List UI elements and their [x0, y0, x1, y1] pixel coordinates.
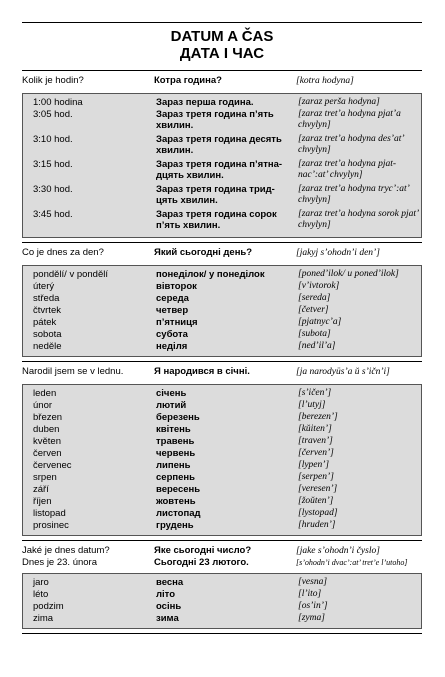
vocab-ukrainian: травень [156, 436, 195, 447]
vocabulary-row [23, 317, 421, 329]
vocabulary-row [23, 184, 421, 209]
vocab-czech: pátek [33, 317, 57, 328]
vocab-ukrainian: жовтень [156, 496, 196, 507]
vocab-transcription: [l’utyj] [298, 400, 326, 410]
vocabulary-row [23, 424, 421, 436]
vocab-czech: 3:05 hod. [33, 109, 73, 120]
vocab-ukrainian: четвер [156, 305, 189, 316]
vocab-transcription: [hruden’] [298, 520, 336, 530]
vocab-transcription: [zaraz tret’a hodyna sorok pjat’ chvylyn] [298, 209, 419, 230]
vocab-ukrainian: вересень [156, 484, 201, 495]
vocabulary-box [22, 384, 422, 536]
vocab-ukrainian: січень [156, 388, 187, 399]
vocab-ukrainian: літо [156, 589, 176, 600]
vocab-czech: červen [33, 448, 62, 459]
vocab-czech: 1:00 hodina [33, 97, 83, 108]
vocab-ukrainian: лютий [156, 400, 187, 411]
vocab-czech: pondělí/ v pondělí [33, 269, 109, 280]
vocab-transcription: [veresen’] [298, 484, 338, 494]
question-transcription: [kotra hodyna] [296, 76, 354, 86]
vocabulary-row [23, 281, 421, 293]
question-transcription: [ja narodyüs’a ŭ s’ičn’i] [296, 367, 390, 377]
question-czech: Narodil jsem se v lednu. [22, 366, 124, 377]
vocabulary-row [23, 589, 421, 601]
question-row [22, 545, 422, 573]
vocab-czech: květen [33, 436, 61, 447]
vocab-ukrainian: березень [156, 412, 200, 423]
vocabulary-row [23, 508, 421, 520]
phrase-sections [22, 71, 422, 634]
vocab-ukrainian: Зараз третя година сорок п’ять хвилин. [156, 209, 277, 231]
answer-czech: Dnes je 23. února [22, 557, 97, 568]
vocab-ukrainian: осінь [156, 601, 182, 612]
question-block [22, 71, 422, 93]
vocabulary-row [23, 400, 421, 412]
vocab-czech: prosinec [33, 520, 69, 531]
vocab-czech: srpen [33, 472, 57, 483]
vocabulary-row [23, 577, 421, 589]
vocab-ukrainian: Зараз третя година трид-цять хвилин. [156, 184, 275, 206]
vocabulary-row [23, 209, 421, 234]
question-ukrainian: Яке сьогодні число? [154, 545, 252, 556]
vocabulary-row [23, 159, 421, 184]
vocab-transcription: [traven’] [298, 436, 333, 446]
question-ukrainian: Котра година? [154, 75, 222, 86]
vocab-ukrainian: субота [156, 329, 188, 340]
vocab-ukrainian: листопад [156, 508, 201, 519]
vocab-transcription: [vesna] [298, 577, 328, 587]
vocab-transcription: [zyma] [298, 613, 325, 623]
vocab-czech: 3:15 hod. [33, 159, 73, 170]
vocab-transcription: [lystopad] [298, 508, 338, 518]
vocabulary-row [23, 341, 421, 353]
vocabulary-row [23, 329, 421, 341]
question-block [22, 362, 422, 384]
vocab-ukrainian: вівторок [156, 281, 197, 292]
vocab-czech: čtvrtek [33, 305, 61, 316]
vocab-transcription: [četver] [298, 305, 329, 315]
vocab-transcription: [žoŭten’] [298, 496, 334, 506]
vocab-czech: červenec [33, 460, 72, 471]
question-row [22, 75, 422, 93]
vocab-transcription: [zaraz tret’a hodyna tryc’:at’ chvylyn] [298, 184, 409, 205]
document-page [22, 22, 422, 634]
vocab-czech: úterý [33, 281, 55, 292]
vocab-ukrainian: грудень [156, 520, 194, 531]
vocab-ukrainian: зима [156, 613, 179, 624]
vocab-ukrainian: неділя [156, 341, 188, 352]
question-czech: Jaké je dnes datum? [22, 545, 110, 556]
question-block [22, 243, 422, 265]
title-line-czech: DATUM A ČAS [170, 28, 274, 45]
vocab-czech: březen [33, 412, 63, 423]
vocab-czech: leden [33, 388, 57, 399]
page-title [22, 23, 422, 62]
vocab-czech: léto [33, 589, 49, 600]
vocab-ukrainian: п’ятниця [156, 317, 198, 328]
vocab-transcription: [lypen’] [298, 460, 330, 470]
vocab-ukrainian: червень [156, 448, 196, 459]
title-line-ukrainian: ДАТА І ЧАС [179, 45, 265, 62]
vocab-czech: září [33, 484, 49, 495]
vocabulary-row [23, 388, 421, 400]
vocab-transcription: [červen’] [298, 448, 334, 458]
vocabulary-row [23, 520, 421, 532]
question-ukrainian: Який сьогодні день? [154, 247, 253, 258]
vocab-transcription: [kŭiten’] [298, 424, 332, 434]
question-czech: Kolik je hodin? [22, 75, 84, 86]
vocabulary-row [23, 436, 421, 448]
question-row [22, 366, 422, 384]
question-block [22, 541, 422, 573]
answer-ukrainian: Сьогодні 23 лютого. [154, 557, 249, 568]
vocabulary-row [23, 97, 421, 109]
vocabulary-row [23, 460, 421, 472]
vocab-transcription: [l’ito] [298, 589, 322, 599]
vocabulary-box [22, 93, 422, 238]
vocabulary-row [23, 613, 421, 625]
vocab-transcription: [zaraz tret’a hodyna pjat’a chvylyn] [298, 109, 401, 130]
vocab-czech: zima [33, 613, 54, 624]
vocabulary-row [23, 305, 421, 317]
vocabulary-row [23, 484, 421, 496]
vocab-ukrainian: Зараз третя година п’ять хвилин. [156, 109, 274, 131]
vocabulary-row [23, 412, 421, 424]
vocabulary-row [23, 109, 421, 134]
question-czech: Co je dnes za den? [22, 247, 104, 258]
vocab-transcription: [v’ivtorok] [298, 281, 340, 291]
vocabulary-box [22, 573, 422, 629]
vocab-ukrainian: Зараз третя година десять хвилин. [156, 134, 282, 156]
vocab-transcription: [poned’ilok/ u poned’ilok] [298, 269, 399, 279]
vocab-transcription: [berezen’] [298, 412, 338, 422]
vocab-czech: říjen [33, 496, 52, 507]
vocabulary-row [23, 496, 421, 508]
vocab-ukrainian: Зараз перша година. [156, 97, 254, 108]
vocab-czech: 3:30 hod. [33, 184, 73, 195]
question-transcription: [jakyj s’ohodn’i den’] [296, 248, 380, 258]
vocab-czech: duben [33, 424, 60, 435]
vocab-transcription: [os’in’] [298, 601, 328, 611]
vocab-ukrainian: середа [156, 293, 189, 304]
vocabulary-row [23, 269, 421, 281]
vocabulary-row [23, 293, 421, 305]
vocab-transcription: [zaraz perša hodyna] [298, 97, 380, 107]
answer-transcription: [s’ohodn’i dvac’:at’ tret’e l’utoho] [296, 558, 408, 567]
vocab-transcription: [ned’il’a] [298, 341, 336, 351]
vocab-transcription: [subota] [298, 329, 331, 339]
vocabulary-row [23, 134, 421, 159]
vocabulary-box [22, 265, 422, 357]
vocab-czech: neděle [33, 341, 62, 352]
vocab-transcription: [zaraz tret’a hodyna pjat-nac’:at’ chvylyn] [298, 159, 397, 180]
vocab-transcription: [zaraz tret’a hodyna des’at’ chvylyn] [298, 134, 404, 155]
vocab-czech: únor [33, 400, 53, 411]
vocabulary-row [23, 472, 421, 484]
question-ukrainian: Я народився в січні. [154, 366, 250, 377]
question-transcription: [jake s’ohodn’i čyslo] [296, 546, 380, 556]
vocab-czech: 3:10 hod. [33, 134, 73, 145]
vocab-ukrainian: серпень [156, 472, 195, 483]
vocab-czech: sobota [33, 329, 62, 340]
vocab-ukrainian: квітень [156, 424, 191, 435]
vocab-czech: středa [33, 293, 60, 304]
vocab-ukrainian: понеділок/ у понеділок [156, 269, 265, 280]
vocab-transcription: [s’ičen’] [298, 388, 332, 398]
vocabulary-row [23, 601, 421, 613]
vocab-ukrainian: Зараз третя година п’ятна-дцять хвилин. [156, 159, 283, 181]
vocab-czech: jaro [33, 577, 49, 588]
vocabulary-row [23, 448, 421, 460]
vocab-ukrainian: весна [156, 577, 184, 588]
vocab-czech: 3:45 hod. [33, 209, 73, 220]
vocab-czech: listopad [33, 508, 66, 519]
vocab-transcription: [serpen’] [298, 472, 334, 482]
vocab-ukrainian: липень [156, 460, 191, 471]
vocab-czech: podzim [33, 601, 64, 612]
question-row [22, 247, 422, 265]
section-divider [22, 633, 422, 634]
vocab-transcription: [sereda] [298, 293, 331, 303]
vocab-transcription: [pjatnyc’a] [298, 317, 342, 327]
